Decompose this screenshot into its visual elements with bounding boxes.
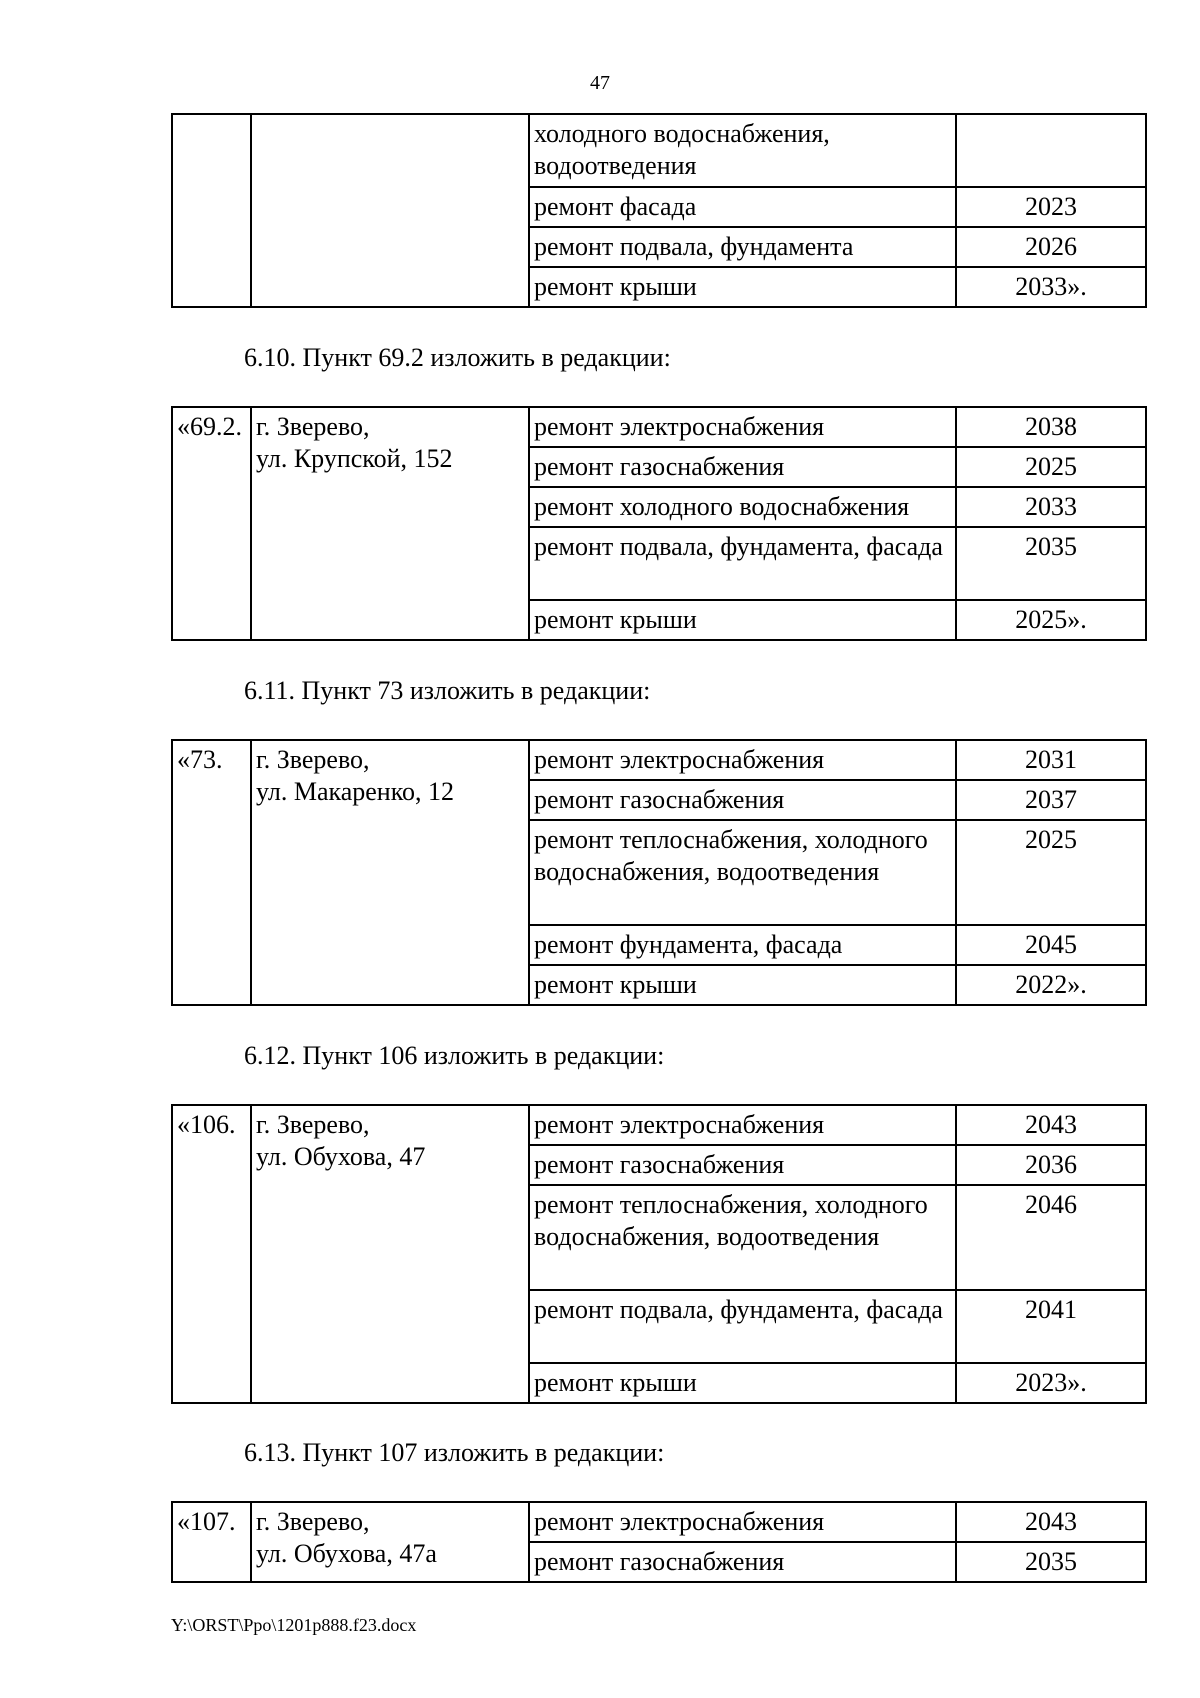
- year-cell: 2025».: [956, 600, 1146, 640]
- address-cell: [251, 407, 529, 640]
- address-cell: [251, 1105, 529, 1403]
- work-cell: ремонт электроснабжения: [529, 740, 956, 780]
- page-number: 47: [590, 72, 610, 94]
- work-cell: ремонт электроснабжения: [529, 1502, 956, 1542]
- footer-file-path: Y:\ORST\Ppo\1201p888.f23.docx: [171, 1615, 417, 1635]
- section-heading: 6.11. Пункт 73 изложить в редакции:: [244, 676, 651, 705]
- year-cell: 2036: [956, 1145, 1146, 1185]
- work-cell: ремонт подвала, фундамента, фасада: [529, 527, 956, 600]
- address-line: г. Зверево,: [256, 745, 370, 774]
- work-cell: ремонт газоснабжения: [529, 780, 956, 820]
- year-cell: 2033: [956, 487, 1146, 527]
- section-heading: 6.13. Пункт 107 изложить в редакции:: [244, 1438, 665, 1467]
- table-106: [171, 1104, 1147, 1404]
- year-cell: 2023: [956, 187, 1146, 227]
- table-73: [171, 739, 1147, 1006]
- year-cell: 2043: [956, 1502, 1146, 1542]
- year-cell: 2025: [956, 447, 1146, 487]
- work-cell: ремонт электроснабжения: [529, 407, 956, 447]
- table-69-2: [171, 406, 1147, 641]
- year-cell: 2035: [956, 527, 1146, 600]
- address-cell: [251, 1502, 529, 1582]
- work-cell: ремонт крыши: [529, 1363, 956, 1403]
- section-heading: 6.10. Пункт 69.2 изложить в редакции:: [244, 343, 671, 372]
- year-cell: 2035: [956, 1542, 1146, 1582]
- address-line: г. Зверево,: [256, 1110, 370, 1139]
- section-heading: 6.12. Пункт 106 изложить в редакции:: [244, 1041, 665, 1070]
- work-cell: ремонт фасада: [529, 187, 956, 227]
- work-cell: ремонт теплоснабжения, холодного водоснабжения, водоотведения: [529, 820, 956, 925]
- year-cell: 2025: [956, 820, 1146, 925]
- year-cell: 2031: [956, 740, 1146, 780]
- address-line: ул. Обухова, 47а: [256, 1539, 437, 1568]
- work-cell: ремонт крыши: [529, 267, 956, 307]
- address-line: ул. Обухова, 47: [256, 1142, 426, 1171]
- address-line: г. Зверево,: [256, 412, 370, 441]
- address-cell: [251, 740, 529, 1005]
- number-cell: «106.: [172, 1105, 251, 1403]
- number-cell: «107.: [172, 1502, 251, 1582]
- work-cell: ремонт теплоснабжения, холодного водоснабжения, водоотведения: [529, 1185, 956, 1290]
- work-cell: ремонт крыши: [529, 600, 956, 640]
- work-cell: ремонт газоснабжения: [529, 1542, 956, 1582]
- year-cell: 2046: [956, 1185, 1146, 1290]
- table-continuation: [171, 113, 1147, 308]
- year-cell: 2023».: [956, 1363, 1146, 1403]
- number-cell: [172, 114, 251, 307]
- year-cell: 2033».: [956, 267, 1146, 307]
- number-cell: «73.: [172, 740, 251, 1005]
- year-cell: 2038: [956, 407, 1146, 447]
- address-line: ул. Крупской, 152: [256, 444, 453, 473]
- year-cell: 2022».: [956, 965, 1146, 1005]
- address-line: ул. Макаренко, 12: [256, 777, 455, 806]
- work-cell: ремонт электроснабжения: [529, 1105, 956, 1145]
- work-cell: ремонт фундамента, фасада: [529, 925, 956, 965]
- work-cell: холодного водоснабжения, водоотведения: [529, 114, 956, 187]
- year-cell: 2045: [956, 925, 1146, 965]
- year-cell: 2026: [956, 227, 1146, 267]
- year-cell: [956, 114, 1146, 187]
- work-cell: ремонт газоснабжения: [529, 1145, 956, 1185]
- year-cell: 2043: [956, 1105, 1146, 1145]
- table-107: [171, 1501, 1147, 1583]
- work-cell: ремонт подвала, фундамента, фасада: [529, 1290, 956, 1363]
- address-line: г. Зверево,: [256, 1507, 370, 1536]
- address-cell: [251, 114, 529, 307]
- work-cell: ремонт крыши: [529, 965, 956, 1005]
- work-cell: ремонт подвала, фундамента: [529, 227, 956, 267]
- work-cell: ремонт холодного водоснабжения: [529, 487, 956, 527]
- year-cell: 2041: [956, 1290, 1146, 1363]
- work-cell: ремонт газоснабжения: [529, 447, 956, 487]
- number-cell: «69.2.: [172, 407, 251, 640]
- year-cell: 2037: [956, 780, 1146, 820]
